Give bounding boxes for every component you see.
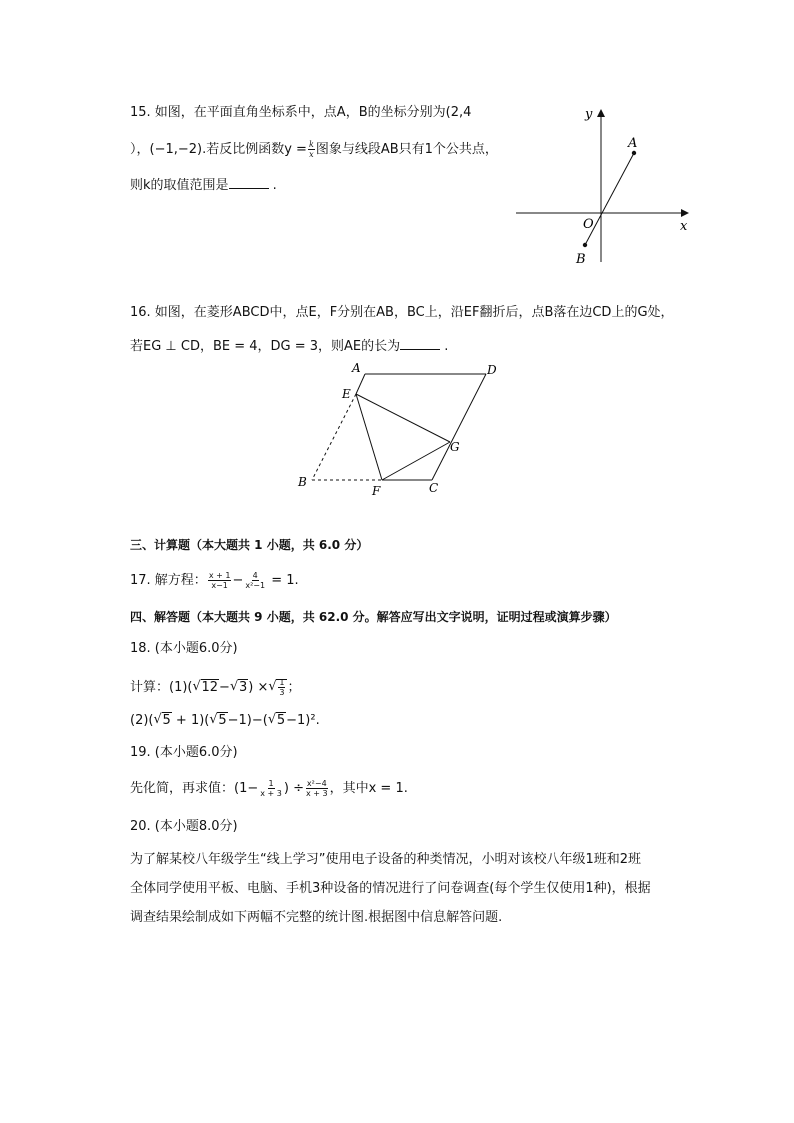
q18-fraction (278, 678, 285, 697)
label-b: B (576, 252, 586, 267)
sqrt-symbol: √ (209, 712, 218, 727)
section-4-heading: 四、解答题（本大题共 9 小题，共 62.0 分。解答应写出文字说明，证明过程或演算步骤） (130, 610, 617, 624)
sqrt-12 (193, 675, 220, 701)
q15-fraction-den: x (309, 150, 314, 159)
q19-f1-den: x + 3 (260, 789, 282, 798)
sqrt-symbol: √ (229, 679, 239, 694)
q16-line-2 (130, 336, 448, 356)
q15-line-3 (130, 175, 277, 195)
answer-blank[interactable] (229, 175, 269, 189)
label-a: A (628, 136, 638, 151)
sqrt-3-radicand: 3 (238, 680, 248, 695)
label-f: F (372, 484, 381, 498)
label-o: O (583, 217, 594, 232)
q18-p2-b: + 1)( (171, 713, 210, 728)
q20-line-3: 调查结果绘制成如下两幅不完整的统计图.根据图中信息解答问题. (130, 910, 503, 925)
sqrt-5 (154, 712, 172, 730)
q16-line-1: 16. 如图，在菱形ABCD中，点E，F分别在AB，BC上，沿EF翻折后，点B落在边CD上的G处， (130, 305, 674, 320)
q18-p2-a: (2)( (130, 713, 154, 728)
q19-suffix: ，其中x = 1. (329, 781, 408, 796)
q19-title: 19. (本小题6.0分) (130, 745, 238, 760)
q19-f1-num: 1 (268, 779, 274, 788)
q18-fraction-den: 3 (279, 688, 285, 697)
q15-line-2-b: 图象与线段AB只有1个公共点， (315, 142, 498, 157)
q19-div: ) ÷ (283, 781, 304, 796)
q17-line (130, 568, 299, 594)
q18-p2-d: −1)². (286, 713, 320, 728)
side-dc (432, 374, 486, 480)
sqrt-symbol: √ (268, 679, 277, 694)
q18-p2-c: −1)−( (227, 713, 268, 728)
label-y: y (585, 107, 593, 122)
q20-line-2: 全体同学使用平板、电脑、手机3种设备的情况进行了问卷调查(每个学生仅使用1种)，根据 (130, 881, 651, 896)
q18-fraction-num: 1 (279, 678, 285, 687)
section-3-heading: 三、计算题（本大题共 1 小题，共 6.0 分） (130, 538, 369, 552)
dashed-eb (312, 394, 356, 480)
q15-fraction-num: k (308, 140, 314, 149)
q17-f2-num: 4 (252, 571, 258, 580)
sqrt-5-radicand: 5 (276, 713, 286, 728)
q18-p1-mid: − (219, 680, 230, 695)
label-e: E (342, 387, 351, 401)
q16-rhombus-figure (290, 358, 520, 503)
q18-part-1 (130, 675, 300, 701)
q18-p1-b: ) × (248, 680, 269, 695)
q19-line (130, 776, 408, 802)
sqrt-one-third-radicand (276, 679, 287, 695)
point-b (583, 243, 587, 247)
q18-p1-a: 计算：(1)( (130, 680, 193, 695)
q17-f1-num: x + 1 (208, 571, 231, 580)
q17-minus: − (232, 573, 244, 588)
q15-coordinate-figure (510, 100, 700, 270)
q18-part-2 (130, 712, 320, 730)
q19-fraction-1 (259, 779, 283, 798)
label-x: x (680, 219, 688, 234)
q18-p1-end: ； (287, 680, 301, 695)
q16-line-2-text: 若EG ⊥ CD，BE = 4，DG = 3，则AE的长为 (130, 339, 401, 354)
q20-title: 20. (本小题8.0分) (130, 819, 238, 834)
sqrt-symbol: √ (192, 679, 201, 694)
sqrt-5-radicand: 5 (218, 713, 227, 728)
q17-suffix: = 1. (267, 573, 299, 588)
sqrt-5 (268, 712, 286, 730)
q16-line-2-end: . (440, 339, 449, 354)
q19-prefix: 先化简，再求值：(1− (130, 781, 259, 796)
sqrt-5-radicand: 5 (162, 713, 171, 728)
sqrt-one-third (268, 675, 287, 701)
q18-title: 18. (本小题6.0分) (130, 641, 238, 656)
q17-f1-den: x−1 (211, 581, 228, 590)
label-c: C (429, 481, 439, 495)
q19-fraction-2 (305, 779, 329, 798)
q15-line-2-a: ），(−1,−2).若反比例函数y = (130, 142, 307, 157)
label-g: G (450, 440, 460, 454)
segment-fg (382, 442, 450, 480)
sqrt-12-radicand: 12 (201, 680, 219, 695)
sqrt-symbol: √ (153, 712, 162, 727)
q17-f2-den: x²−1 (245, 581, 266, 590)
label-d: D (487, 363, 497, 377)
segment-ef (356, 394, 382, 480)
label-a: A (352, 361, 361, 375)
q15-line-1: 15. 如图，在平面直角坐标系中，点A，B的坐标分别为(2,4 (130, 105, 472, 120)
q19-f2-num: x²−4 (306, 779, 327, 788)
q17-fraction-2 (244, 571, 266, 590)
label-b: B (298, 475, 307, 489)
sqrt-3 (230, 675, 248, 701)
segment-eg (356, 394, 450, 442)
q20-line-1: 为了解某校八年级学生“线上学习”使用电子设备的种类情况，小明对该校八年级1班和2班 (130, 852, 642, 867)
point-a (632, 151, 636, 155)
q15-fraction (308, 140, 315, 159)
sqrt-symbol: √ (267, 712, 277, 727)
q19-f2-den: x + 3 (305, 789, 328, 798)
sqrt-5 (209, 712, 227, 730)
answer-blank[interactable] (400, 336, 440, 350)
q15-line-2 (130, 140, 498, 159)
q15-line-3-end: . (268, 178, 277, 193)
side-ae (356, 374, 365, 394)
q17-prefix: 17. 解方程： (130, 573, 207, 588)
q15-line-3-text: 则k的取值范围是 (130, 178, 229, 193)
q17-fraction-1 (208, 571, 232, 590)
